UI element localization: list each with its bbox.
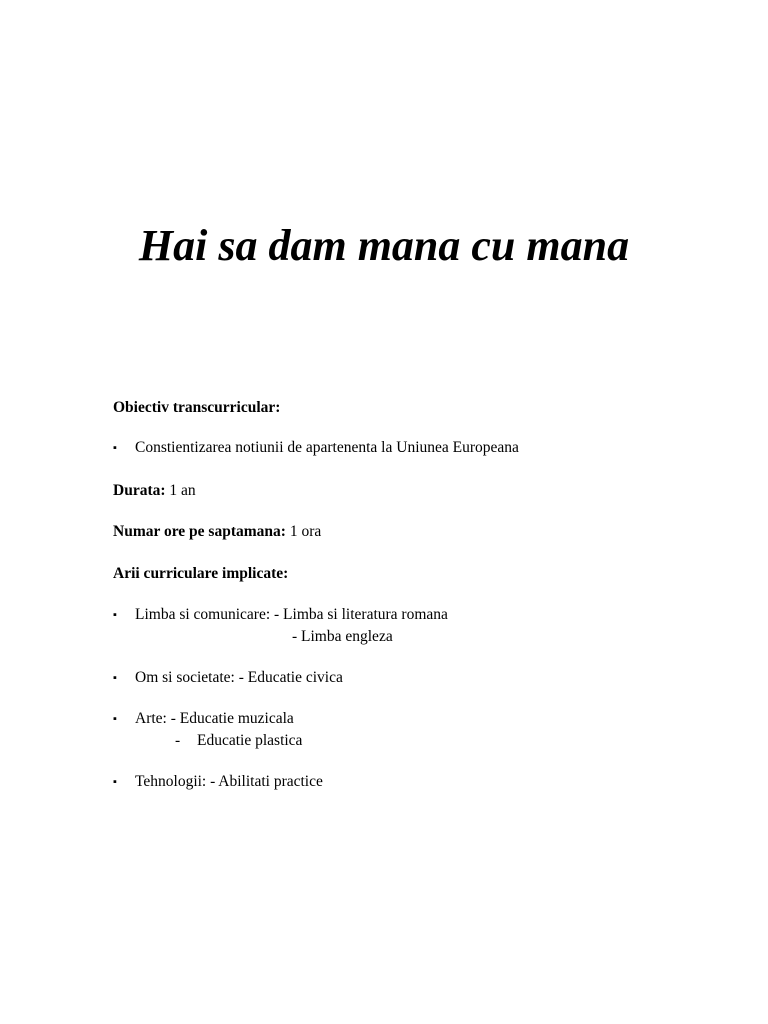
objective-item: Constientizarea notiunii de apartenenta la Uniunea Europeana	[135, 439, 519, 456]
hours-label: Numar ore pe saptamana:	[113, 523, 286, 540]
hours-value: 1 ora	[285, 523, 322, 540]
area-item-line1: Om si societate: - Educatie civica	[135, 669, 343, 686]
area-item-line1: Arte: - Educatie muzicala	[135, 710, 294, 727]
bullet-icon: ▪	[113, 776, 117, 788]
duration-value: 1 an	[165, 482, 196, 499]
duration-line	[113, 481, 196, 501]
bullet-icon: ▪	[113, 713, 117, 725]
duration-label: Durata:	[113, 482, 166, 499]
areas-heading: Arii curriculare implicate:	[113, 565, 289, 582]
area-item-line1: Tehnologii: - Abilitati practice	[135, 773, 323, 790]
document-title: Hai sa dam mana cu mana	[138, 221, 630, 270]
area-item-dash: -	[175, 732, 181, 749]
bullet-icon: ▪	[113, 672, 117, 684]
area-item-line2: Educatie plastica	[197, 732, 303, 749]
area-item-line1: Limba si comunicare: - Limba si literatura romana	[135, 606, 448, 623]
objective-heading: Obiectiv transcurricular:	[113, 399, 281, 416]
hours-line	[113, 522, 321, 542]
bullet-icon: ▪	[113, 609, 117, 621]
area-item-line2: - Limba engleza	[292, 628, 393, 645]
bullet-icon: ▪	[113, 442, 117, 454]
